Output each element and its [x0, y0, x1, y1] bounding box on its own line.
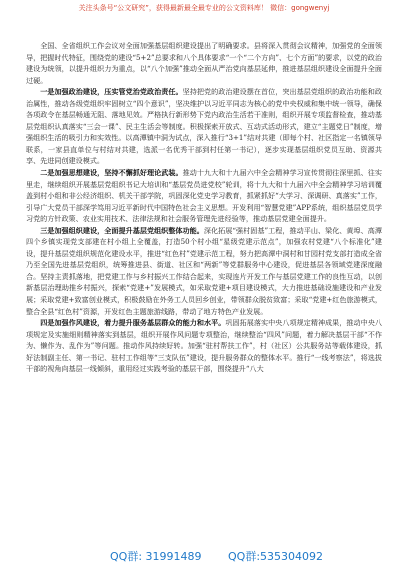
- paragraph-lead: 三是加强组织建设，全面提升基层党组织整体功能。: [40, 225, 204, 235]
- paragraph-style-building: [26, 317, 382, 375]
- footer-contacts: [0, 548, 408, 562]
- top-banner: 关注头条号“公文研究”，获得最新最全最专业的公文资料库！ 微信：gongwenyj: [78, 4, 330, 12]
- qq-group-2: QQ群:535304092: [228, 550, 324, 563]
- paragraph-lead: 二是加强思想建设，坚持不懈抓好理论武装。: [40, 168, 183, 178]
- paragraph-lead: 一是加强政治建设，压实管党治党政治责任。: [40, 87, 183, 97]
- document-body: [26, 40, 382, 534]
- paragraph-lead: 四是加强作风建设，着力提升服务基层群众的能力和水平。: [40, 318, 226, 328]
- paragraph-political-building: [26, 86, 382, 167]
- paragraph-text: 深化拓展“强村固基”工程，推动平山、梁化、黄埠、高潭四个乡镇实现党支部建在村小组上全覆盖，打造50个村小组“星级党建示范点”，加强农村党建“八个标准化”建设，提升基层党组织规范化建设水平，推进“红色村”党建示范工程，努力把高潭中洞村和甘园村党支部打造成全省乃至全国先进基层党组织，统筹推进县、街道、社区和“两新”等党群服务中心建设，促进基层各领域党建深度融合。坚持主责抓落地，把党建工作与乡村振兴工作结合起来，实现连片开发工作与基层党建工作的良性互动，以创新基层治理助推乡村振兴，探索“党建+”发展模式，如采取党建+项目建设模式，大力推进基础设施建设和产业发展；采取党建+致富创业模式，积极鼓励在外务工人员回乡创业，带领群众脱贫致富；采取“党建+红色旅游模式，整合全县“红色村”资源，开发红色主题旅游线路，带动了地方特色产业发展。: [26, 225, 382, 316]
- paragraph-organizational-building: [26, 225, 382, 317]
- paragraph-text: 推动十九大和十九届六中全会精神学习宣传贯彻往深里抓、往实里走，继续组织开展基层党组织书记大培训和“基层党员进党校”轮训，将十九大和十九届六中全会精神学习培训覆盖到村小组和非公经济组织、机关干部学院，巩固深化党史学习教育，抓紧抓好“大学习、深调研、真落实”工作，引导广大党员干部深学笃用习近平新时代中国特色社会主义思想。开发利用“智慧党建”APP系统，组织基层党员学习党的方针政策、农业实用技术、法律法规和社会服务管理先进经验等，推动基层党建全面提升。: [26, 168, 382, 224]
- paragraph-text: 巩固拓展落实中央八项规定精神成果，推动中央八项规定及实施细则精神落实到基层，组织开展作风问题专项整治，继续整治“四风”问题，着力解决基层干部“不作为、懒作为、乱作为”等问题。推动作风持续好转。加强“驻村帮扶工作”，村（社区）公共服务站等载体建设，抓好法制副主任、第一书记、驻村工作组等“三支队伍”建设，提升服务群众的整体水平。推行“一线考察法”，将选拔干部的视角向基层一线倾斜，重用经过实践考验的基层干部，围绕提升“八大: [26, 318, 382, 374]
- paragraph-text: 坚持把党的政治建设摆在首位，突出基层党组织的政治功能和政治属性，推动各级党组织牢固树立“四个意识”，坚决维护以习近平同志为核心的党中央权威和集中统一领导，确保各项政令在基层畅通无阻、落地见效。严格执行新形势下党内政治生活若干准则，组织开展专项监督检查，推动基层党组织认真落实“三会一课”、民主生活会等制度。积极探索开放式、互动式活动形式，建立“主题党日”制度，增强组织生活的吸引力和实效性。以高潭镇中洞为试点，深入推行“3+1”结对共建（即每个村、社区指定一名镇领导联系，一家县直单位与村结对共建，选派一名优秀干部到村任第一书记），逐步实现基层组织党员互助、资源共享、先进同创建设模式。: [26, 87, 382, 166]
- paragraph-text: 全国、全省组织工作会议对全面加强基层组织建设提出了明确要求。县将深入贯彻会议精神，加强党的全面领导，把握时代特征，围绕党的建设“5+2”总要求和八个具体要求“一个“二个方向”、七个方面”的要求，以党的政治建设为统领，以提升组织力为重点，以“八个加强”推动全面从严治党向基层延伸，推进基层组织建设全面提升全面过硬。: [26, 41, 382, 85]
- qq-group-1: QQ群: 31991489: [110, 550, 202, 563]
- paragraph-intro: [26, 40, 382, 86]
- paragraph-ideological-building: [26, 167, 382, 225]
